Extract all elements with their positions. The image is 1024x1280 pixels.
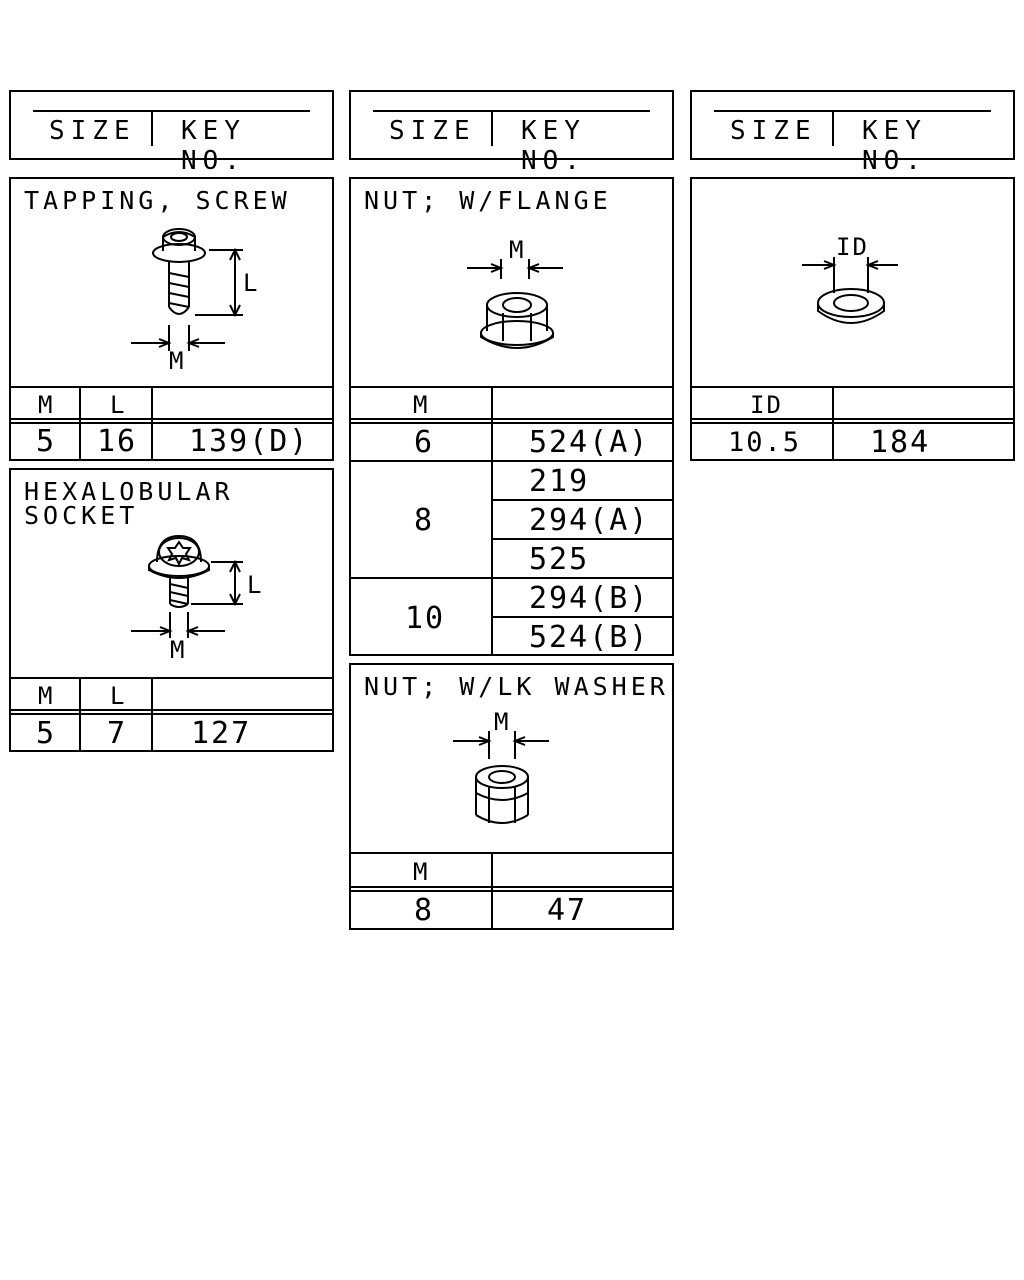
hexalobular-key-no: 127 xyxy=(191,716,252,751)
col-l-label: L xyxy=(110,391,125,419)
header-key-label: KEY NO. xyxy=(181,116,246,176)
hexalobular-title-line2: SOCKET xyxy=(24,501,139,530)
washer-box xyxy=(690,177,1015,461)
hexalobular-dim-l: L xyxy=(247,571,262,599)
nut-lk-washer-dim-m: M xyxy=(494,708,509,736)
washer-id-value: 10.5 xyxy=(728,427,802,458)
hexalobular-box xyxy=(9,468,334,752)
nut-flange-drawing xyxy=(351,179,676,379)
nut-flange-key-no: 525 xyxy=(529,542,590,577)
nut-lk-washer-title: NUT; W/LK WASHER xyxy=(364,672,669,701)
header-size-label: SIZE xyxy=(389,116,476,146)
hexalobular-title-line1: HEXALOBULAR xyxy=(24,477,234,506)
col-l-label: L xyxy=(110,682,125,710)
hexalobular-l-value: 7 xyxy=(107,716,128,751)
hexalobular-m-value: 5 xyxy=(36,716,57,751)
col-m-label: M xyxy=(38,682,53,710)
nut-lk-washer-m-value: 8 xyxy=(414,893,435,928)
nut-flange-title: NUT; W/FLANGE xyxy=(364,186,612,215)
tapping-screw-m-value: 5 xyxy=(36,424,57,459)
header-box-1 xyxy=(9,90,334,176)
header-key-label: KEY NO. xyxy=(862,116,927,176)
nut-flange-m-value: 10 xyxy=(405,601,446,636)
header-box-3 xyxy=(690,90,1015,176)
washer-key-no: 184 xyxy=(870,425,931,460)
header-key-label: KEY NO. xyxy=(521,116,586,176)
nut-lk-washer-drawing xyxy=(351,665,676,855)
header-box-2 xyxy=(349,90,674,176)
col-m-label: M xyxy=(38,391,53,419)
hexalobular-dim-m: M xyxy=(170,636,185,664)
tapping-screw-l-value: 16 xyxy=(97,424,138,459)
nut-flange-box xyxy=(349,177,674,656)
col-id-label: ID xyxy=(750,391,783,419)
nut-flange-key-no: 219 xyxy=(529,464,590,499)
tapping-screw-dim-m: M xyxy=(169,347,184,375)
washer-dim-id: ID xyxy=(836,233,869,261)
tapping-screw-key-no: 139(D) xyxy=(189,424,310,459)
col-m-label: M xyxy=(413,391,428,419)
tapping-screw-title: TAPPING, SCREW xyxy=(24,186,291,215)
header-size-label: SIZE xyxy=(730,116,817,146)
nut-flange-dim-m: M xyxy=(509,236,524,264)
washer-drawing xyxy=(692,179,1017,379)
nut-lk-washer-key-no: 47 xyxy=(547,893,588,928)
nut-flange-key-no: 524(B) xyxy=(529,620,650,655)
nut-lk-washer-box xyxy=(349,663,674,930)
col-m-label: M xyxy=(413,858,428,886)
nut-flange-key-no: 294(B) xyxy=(529,581,650,616)
tapping-screw-box xyxy=(9,177,334,461)
nut-flange-key-no: 294(A) xyxy=(529,503,650,538)
tapping-screw-dim-l: L xyxy=(243,269,258,297)
header-size-label: SIZE xyxy=(49,116,136,146)
nut-flange-m-value: 6 xyxy=(414,425,435,460)
nut-flange-m-value: 8 xyxy=(414,503,435,538)
nut-flange-key-no: 524(A) xyxy=(529,425,650,460)
